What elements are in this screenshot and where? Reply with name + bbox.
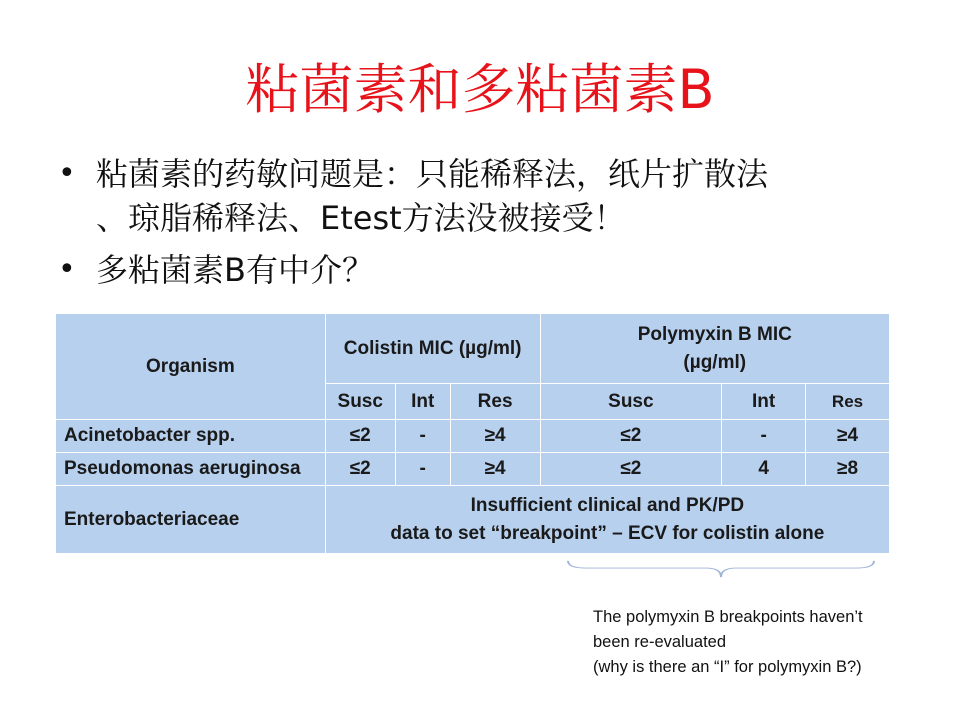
table-row <box>56 486 890 554</box>
value-cell: - <box>395 420 450 453</box>
organism-cell: Enterobacteriaceae <box>56 486 326 554</box>
annotation-note <box>593 605 923 680</box>
bullet-dot-icon: • <box>58 252 76 287</box>
entero-note-line: data to set “breakpoint” – ECV for colistin alone <box>390 522 825 544</box>
value-cell: - <box>722 420 806 453</box>
slide-title: 粘菌素和多粘菌素B <box>245 58 715 121</box>
value-cell: 4 <box>722 453 806 486</box>
entero-note-cell <box>325 486 889 554</box>
value-cell: ≥4 <box>806 420 890 453</box>
subheader-cell: Int <box>722 384 806 420</box>
value-cell: ≤2 <box>540 453 722 486</box>
entero-note-line: Insufficient clinical and PK/PD <box>470 494 745 516</box>
subheader-cell: Res <box>450 384 540 420</box>
subheader-cell: Susc <box>540 384 722 420</box>
value-cell: ≤2 <box>540 420 722 453</box>
note-line: The polymyxin B breakpoints haven’t <box>593 608 863 626</box>
value-cell: ≥4 <box>450 453 540 486</box>
bullet-item <box>58 248 918 292</box>
colistin-header: Colistin MIC (µg/ml) <box>325 314 540 384</box>
bullet-line: 多粘菌素B有中介？ <box>96 251 374 289</box>
value-cell: ≥8 <box>806 453 890 486</box>
organism-header: Organism <box>56 314 326 420</box>
bullet-line: 粘菌素的药敏问题是：只能稀释法，纸片扩散法 <box>96 155 769 193</box>
value-cell: ≥4 <box>450 420 540 453</box>
bullet-line: 、琼脂稀释法、Etest方法没被接受！ <box>96 199 626 237</box>
bullet-dot-icon: • <box>58 156 76 191</box>
note-line: (why is there an “I” for polymyxin B?) <box>593 658 862 676</box>
value-cell: ≤2 <box>325 420 395 453</box>
organism-cell: Pseudomonas aeruginosa <box>56 453 326 486</box>
polymyxin-header <box>540 314 889 384</box>
subheader-cell: Susc <box>325 384 395 420</box>
organism-cell: Acinetobacter spp. <box>56 420 326 453</box>
subheader-cell: Res <box>806 384 890 420</box>
value-cell: - <box>395 453 450 486</box>
polymyxin-header-line: (µg/ml) <box>683 351 747 373</box>
bullet-list <box>58 152 918 300</box>
bullet-item <box>58 152 918 240</box>
note-line: been re-evaluated <box>593 633 727 651</box>
subheader-cell: Int <box>395 384 450 420</box>
table-row <box>56 420 890 453</box>
mic-breakpoint-table <box>55 313 890 554</box>
curly-bracket-icon <box>566 560 876 578</box>
table-row <box>56 453 890 486</box>
value-cell: ≤2 <box>325 453 395 486</box>
polymyxin-header-line: Polymyxin B MIC <box>637 323 792 345</box>
